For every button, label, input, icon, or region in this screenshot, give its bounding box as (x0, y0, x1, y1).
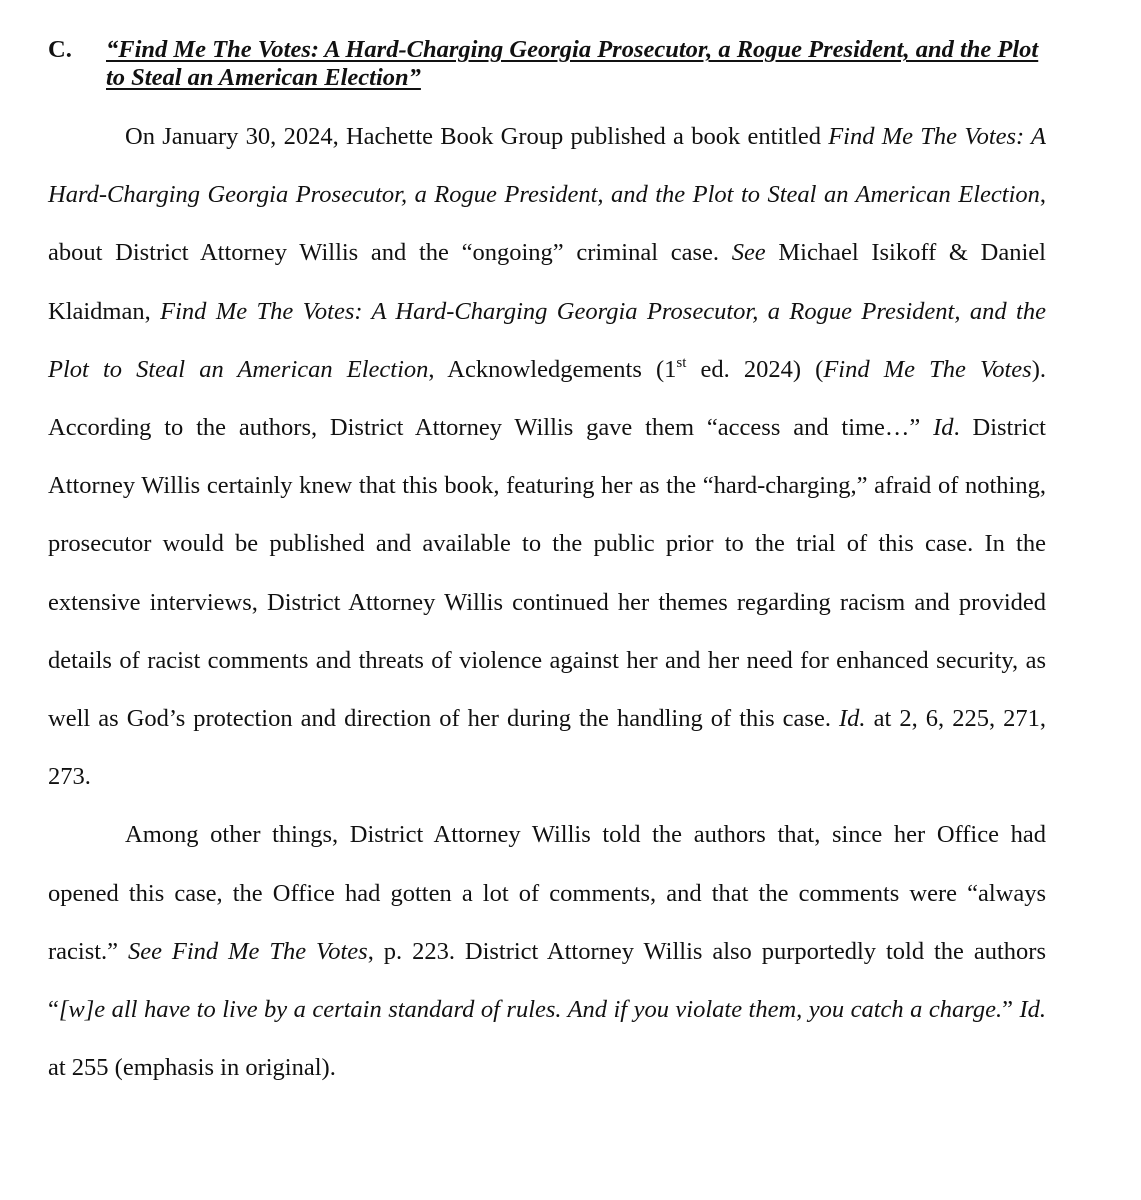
p1-text-4: , Acknowledgements (1 (428, 355, 677, 383)
paragraph-book-publication (48, 108, 1046, 806)
p2-quote: [w]e all have to live by a certain standard of rules. And if you violate them, you catch a charge. (58, 996, 1003, 1024)
p1-id-cite-1: Id (933, 414, 954, 442)
p2-text-4: at 255 (emphasis in original). (48, 1054, 336, 1082)
p2-text-2: , p. 223. District Attorney Willis also purportedly told the authors “ (48, 937, 1046, 1024)
p1-text-6: ). According to the authors, District Attorney Willis gave them “access and time…” (48, 355, 1046, 442)
p1-book-title-2: Find Me The Votes: A Hard-Charging Georgia Prosecutor, a Rogue President, and the Plot to Steal an American Election (48, 297, 1046, 383)
p1-text-8: at 2, 6, 225, 271, 273. (48, 705, 1046, 791)
document-page (48, 36, 1046, 1097)
section-letter: C. (48, 36, 72, 63)
p1-text-2: , about District Attorney Willis and the “ongoing” criminal case. (48, 181, 1046, 267)
p2-see-cite: See Find Me The Votes (127, 937, 368, 965)
p1-ordinal-suffix: st (676, 354, 687, 371)
paragraph-author-statements (48, 806, 1046, 1097)
p2-text-3: ” (1002, 996, 1020, 1024)
p1-text-5: ed. 2024) ( (686, 355, 824, 383)
p1-text-3: Michael Isikoff & Daniel Klaidman, (48, 239, 1046, 325)
p2-id-cite: Id. (1019, 996, 1047, 1024)
p1-id-cite-2: Id. (839, 705, 866, 733)
section-title: “Find Me The Votes: A Hard-Charging Georgia Prosecutor, a Rogue President, and the Plot to Steal an American Election” (106, 36, 1039, 91)
p1-see-signal: See (731, 239, 766, 267)
p1-short-title: Find Me The Votes (823, 355, 1032, 383)
p1-text-1: On January 30, 2024, Hachette Book Group published a book entitled (125, 123, 829, 150)
p1-book-title-1: Find Me The Votes: A Hard-Charging Georgia Prosecutor, a Rogue President, and the Plot to Steal an American Election (48, 123, 1046, 209)
p2-text-1: Among other things, District Attorney Willis told the authors that, since her Office had opened this case, the Office had gotten a lot of comments, and that the comments were “always racist.” (48, 821, 1046, 965)
p1-text-7: . District Attorney Willis certainly knew that this book, featuring her as the “hard-charging,” afraid of nothing, prosecutor would be published and available to the public prior to the trial of this case. In the extensive interviews, District Attorney Willis continued her themes regarding racism and provided details of racist comments and threats of violence against her and her need for enhanced security, as well as God’s protection and direction of her during the handling of this case. (48, 414, 1046, 733)
section-heading (48, 36, 1046, 92)
